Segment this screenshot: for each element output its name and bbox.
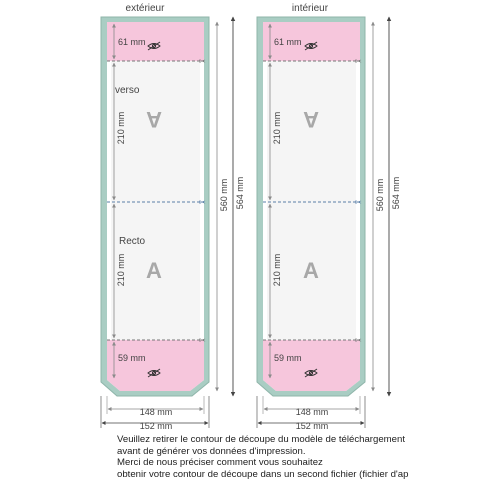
outer-width-label: 152 mm	[295, 421, 329, 431]
panel-interieur	[257, 3, 401, 431]
lower-face-label: Recto	[119, 236, 146, 247]
instructions-note	[117, 434, 500, 480]
upper-height-label: 210 mm	[272, 111, 282, 145]
scissors-icon: ✂	[199, 198, 206, 207]
panel-title: extérieur	[125, 3, 165, 14]
instructions-line: Veuillez retirer le contour de découpe du modèle de téléchargement	[117, 434, 405, 445]
upper-face-label: verso	[115, 85, 140, 96]
scissors-icon: ✂	[355, 57, 362, 66]
inner-width-label: 148 mm	[295, 407, 329, 417]
upper-face-letter: A	[146, 107, 162, 132]
inner-width-label: 148 mm	[139, 407, 173, 417]
upper-height-label: 210 mm	[116, 111, 126, 145]
inner-height-label: 560 mm	[219, 178, 229, 212]
upper-face-letter: A	[303, 107, 319, 132]
lower-height-label: 210 mm	[116, 253, 126, 287]
lower-face-letter: A	[303, 258, 319, 283]
instructions-line: obtenir votre contour de découpe dans un second fichier (fichier d'ap	[117, 468, 409, 480]
lower-face-letter: A	[146, 258, 162, 283]
top-zone-label: 61 mm	[274, 37, 302, 47]
instructions-line: Merci de nous préciser comment vous souhaitez	[117, 457, 323, 469]
scissors-icon: ✂	[199, 57, 206, 66]
bottom-safe-zone	[107, 340, 204, 391]
top-zone-label: 61 mm	[118, 37, 146, 47]
scissors-icon: ✂	[355, 198, 362, 207]
panel-exterieur	[101, 3, 245, 431]
inner-height-label: 560 mm	[375, 178, 385, 212]
instructions-line: avant de générer vos données d'impression.	[117, 445, 306, 457]
scissors-icon: ✂	[355, 336, 362, 345]
panel-title: intérieur	[291, 3, 329, 14]
lower-height-label: 210 mm	[272, 253, 282, 287]
bottom-zone-label: 59 mm	[274, 353, 302, 363]
scissors-icon: ✂	[199, 336, 206, 345]
outer-height-label: 564 mm	[235, 176, 245, 210]
outer-width-label: 152 mm	[139, 421, 173, 431]
outer-height-label: 564 mm	[391, 176, 401, 210]
bottom-safe-zone	[263, 340, 360, 391]
bottom-zone-label: 59 mm	[118, 353, 146, 363]
